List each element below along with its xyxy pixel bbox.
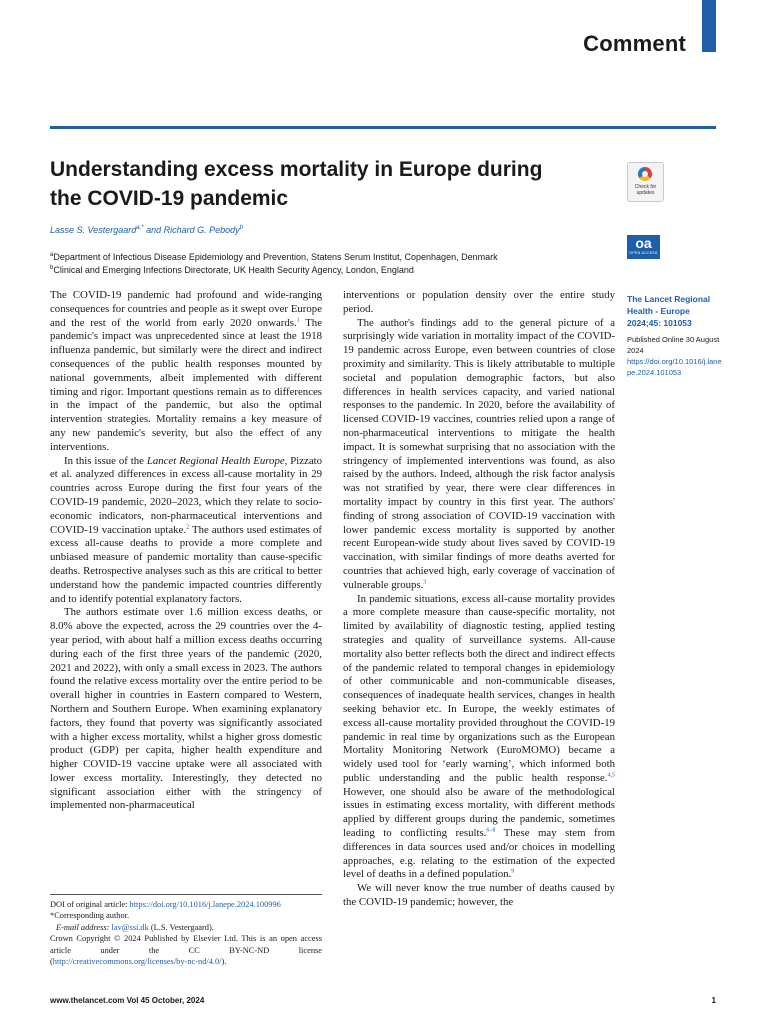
affiliation-text: Clinical and Emerging Infections Directorate, UK Health Security Agency, London, England [53,265,414,275]
author-list [50,225,243,235]
body-paragraph: The author's findings add to the general picture of a surprisingly wide variation in mortality impact of the COVID-19 pandemic across Europe, even between countries of close proximity and similarity. This is likely attributable to multiple societal and population demographic factors, but also differences in health services capacity, and varied national responses to the pandemic. In 2020, before the availability of licensed COVID-19 vaccines, countries relied upon a range of non-pharmaceutical interventions to mitigate the health impact. It is somewhat surprising that no association with the stringency of implemented interventions was found, as also raised by the authors. Indeed, although the risk factor analysis was not stratified by year, there were clear differences in mortality impact by country in this first year. The authors' finding of strong association of COVID-19 vaccination with lower pandemic excess mortality is supported by another recent European-wide study about lives saved by COVID-19 vaccination, with similar findings of more deaths averted for countries that achieved high, early coverage of vaccination of vulnerable groups.$^3$ [343,316,615,591]
check-for-updates-button[interactable] [627,162,664,202]
page-number: 1 [711,996,716,1005]
license-link[interactable]: http://creativecommons.org/licenses/by-nc-nd/4.0/ [52,957,222,967]
body-paragraph: In this issue of the Lancet Regional Health Europe, Pizzato et al. analyzed differences in excess all-cause mortality in 29 countries across Europe during the first four years of the COVID-19 pandemic, 2020–2023, which they relate to socio-economic indicators, non-pharmaceutical interventions and COVID-19 vaccination uptake.$^2$ The authors used estimates of excess all-cause deaths to provide a more complete and unbiased measure of pandemic mortality than cause-specific deaths. Retrospective analyses such as this are critical to better understand how the pandemic impacted countries differently and to identify potential explanatory factors. [50,454,323,605]
open-access-label: OPEN ACCESS [629,251,658,255]
license-suffix: ). [221,957,227,967]
check-for-updates-label: Check for updates [634,184,657,196]
footnote-doi [50,899,322,910]
body-paragraph: The authors estimate over 1.6 million excess deaths, or 8.0% above the expected, across the 29 countries over the 4-year period, with about half a million excess deaths occurring during each of the first three years of the pandemic (2020, 2021 and 2022), with only a small excess in 2023. The authors found the relative excess mortality over the entire period to be overall higher in countries in Eastern compared to Western, Northern and Southern Europe. When examining explanatory factors, they found that poverty was significantly associated with a higher excess mortality, whilst a higher gross domestic product (GDP) per capita, higher health expenditure and higher COVID-19 vaccine uptake were all associated with lower excess mortality. Interestingly, they detected no significant association either with the stringency of implemented non-pharmaceutical [50,606,322,812]
doi-link[interactable]: https://doi.org/10.1016/j.lanepe.2024.101053 [627,357,722,377]
email-suffix: (L.S. Vestergaard). [148,922,214,932]
article-sidebar [627,293,722,378]
author-link[interactable]: Richard G. Pebody [163,225,240,235]
citation-ref[interactable]: 2 [186,523,190,530]
footnote-corresponding: *Corresponding author. [50,911,130,921]
citation-ref[interactable]: 3 [423,579,427,586]
author-link[interactable]: Lasse S. Vestergaard [50,225,137,235]
email-label: E-mail address: [56,922,112,932]
publication-date: Published Online 30 August 2024 [627,335,720,355]
header-rule [50,126,716,129]
body-column-left [50,289,322,813]
author-superscript: b [239,225,244,231]
footnote-divider [50,894,322,895]
footnotes [50,899,322,967]
affiliation [50,252,498,262]
citation-ref[interactable]: 6–8 [486,827,496,834]
footnote-email [50,922,322,933]
citation-ref[interactable]: 1 [296,317,300,323]
affiliation [50,265,414,275]
footnote-copyright [50,933,322,967]
crossmark-icon [638,167,652,181]
body-column-right [343,289,615,910]
affiliation-text: Department of Infectious Disease Epidemiology and Prevention, Statens Serum Institut, Copenhagen, Denmark [53,252,498,262]
author-superscript: a,* [136,225,144,231]
body-paragraph: We will never know the true number of deaths caused by the COVID-19 pandemic; however, the [343,882,615,909]
citation-ref[interactable]: 4,5 [607,772,615,779]
affiliation-superscript: a [50,252,54,258]
journal-citation: The Lancet Regional Health - Europe 2024;45: 101053 [627,294,711,328]
affiliation-superscript: b [50,265,54,271]
authors-conjunction: and [146,225,162,235]
email-link[interactable]: lav@ssi.dk [111,922,149,932]
footnote-doi-label: DOI of original article: [50,900,130,909]
footer-journal-info: www.thelancet.com Vol 45 October, 2024 [50,996,205,1005]
original-article-link[interactable]: https://doi.org/10.1016/j.lanepe.2024.100996 [129,900,281,909]
open-access-icon: oa [635,235,652,251]
header-accent-bar [702,0,716,52]
article-title: Understanding excess mortality in Europe during the COVID-19 pandemic [50,158,543,210]
section-label: Comment [583,31,686,56]
open-access-badge [627,235,660,259]
body-paragraph: The COVID-19 pandemic had profound and wide-ranging consequences for countries and people as it swept over Europe and the rest of the world from early 2020 onwards.$^1$ The pandemic's impact was unprecedented since at least the 1918 influenza pandemic, but similarly were the direct and indirect consequences of the public health responses mounted by national governments, albeit implemented with different timing and rigor. Important questions remain as to differences in the impact of the pandemic, but also the optimal intervention strategies. Mortality remains a key measure of any new pandemic's severity, but also the effect of any interventions. [50,289,322,453]
body-paragraph: In pandemic situations, excess all-cause mortality provides a more complete measure than cause-specific mortality, not limited by availability of diagnostic testing, applied testing strategies and quality of surveillance systems. All-cause mortality also better reflects both the direct and indirect effects of the pandemic related to temporal changes in epidemiology of other communicable and non-communicable diseases, consequences of inadequate health services, changes in health seeking behavior etc. In Europe, the weekly estimates of excess all-cause mortality provided throughout the COVID-19 pandemic in real time by organizations such as the European Mortality Monitoring Network (EuroMOMO) became a widely used tool for ‘early warning’, which informed both public understanding and the public health response.$^{4,5}$ However, one should also be aware of the methodological issues in estimating excess mortality, with different methods applied by different groups during the pandemic, sometimes leading to conflicting results.$^{6-8}$ These may stem from differences in data sources used and/or choices in modelling approaches, e.g. relating to the estimation of the expected level of deaths in a defined population.$^9$ [343,592,615,881]
copyright-text: Crown Copyright © 2024 Published by Elsevier Ltd. This is an open access article under the CC BY-NC-ND license ( [50,934,322,967]
journal-name-italic: Lancet Regional Health Europe [146,454,285,467]
citation-ref[interactable]: 9 [511,868,515,875]
body-paragraph: interventions or population density over the entire study period. [343,289,615,315]
